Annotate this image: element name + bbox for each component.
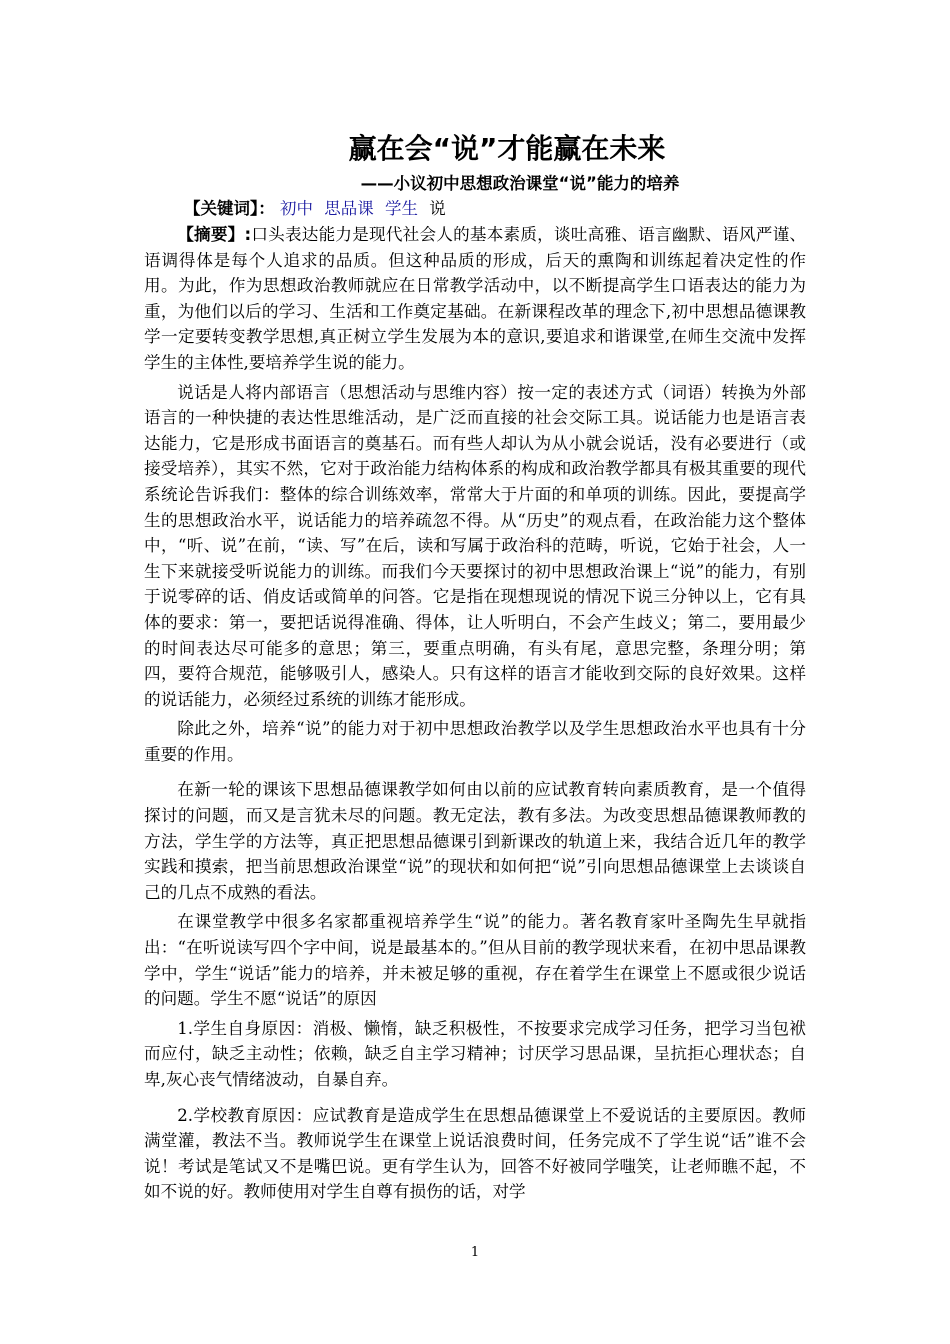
body-paragraph: 在新一轮的课该下思想品德课教学如何由以前的应试教育转向素质教育，是一个值得探讨的问题，而又是言犹未尽的问题。教无定法，教有多法。为改变思想品德课教师教的方法，学生学的方法等，真正把思想品德课引到新课改的轨道上来，我结合近几年的教学实践和摸索，把当前思想政治课堂“说”的现状和如何把“说”引向思想品德课堂上去谈谈自己的几点不成熟的看法。: [144, 780, 806, 902]
document-title: 赢在会“说”才能赢在未来: [348, 132, 666, 165]
abstract-text: 口头表达能力是现代社会人的基本素质，谈吐高雅、语言幽默、语风严谨、语调得体是每个人追求的品质。但这种品质的形成，后天的熏陶和训练起着决定性的作用。为此，作为思想政治教师就应在日常教学活动中，以不断提高学生口语表达的能力为重，为他们以后的学习、生活和工作奠定基础。在新课程改革的理念下,初中思想品德课教学一定要转变教学思想,真正树立学生发展为本的意识,要追求和谐课堂,在师生交流中发挥学生的主体性,要培养学生说的能力。: [144, 225, 807, 372]
keyword: 思品课: [324, 199, 374, 218]
keyword: 说: [429, 199, 446, 218]
body-paragraph: 说话是人将内部语言（思想活动与思维内容）按一定的表述方式（词语）转换为外部语言的一种快捷的表达性思维活动，是广泛而直接的社会交际工具。说话能力也是语言表达能力，它是形成书面语言的奠基石。而有些人却认为从小就会说话，没有必要进行（或接受培养），其实不然，它对于政治能力结构体系的构成和政治教学都具有极其重要的现代系统论告诉我们：整体的综合训练效率，常常大于片面的和单项的训练。因此，要提高学生的思想政治水平，说话能力的培养疏忽不得。从“历史”的观点看，在政治能力这个整体中，“听、说”在前，“读、写”在后，读和写属于政治科的范畴，听说，它始于社会，人一生下来就接受听说能力的训练。而我们今天要探讨的初中思想政治课上“说”的能力，有别于说零碎的话、俏皮话或简单的问答。它是指在现想现说的情况下说三分钟以上，它有具体的要求：第一，要把话说得准确、得体，让人听明白，不会产生歧义；第二，要用最少的时间表达尽可能多的意思；第三，要重点明确，有头有尾，意思完整，条理分明；第四，要符合规范，能够吸引人，感染人。只有这样的语言才能收到交际的良好效果。这样的说话能力，必须经过系统的训练才能形成。: [144, 382, 806, 709]
abstract-paragraph: [144, 222, 806, 376]
document-subtitle: ——小议初中思想政治课堂“说”能力的培养: [360, 174, 680, 193]
keyword: 初中: [280, 199, 313, 218]
keyword: 学生: [385, 199, 418, 218]
keywords-label: 【关键词】：: [184, 199, 275, 218]
body-paragraph: 除此之外，培养“说”的能力对于初中思想政治教学以及学生思想政治水平也具有十分重要的作用。: [144, 719, 806, 764]
keywords-line: [184, 196, 806, 222]
body-paragraph: 在课堂教学中很多名家都重视培养学生“说”的能力。著名教育家叶圣陶先生早就指出：“在听说读写四个字中间，说是最基本的。”但从目前的教学现状来看，在初中思品课教学中，学生“说话”能力的培养，并未被足够的重视，存在着学生在课堂上不愿或很少说话的问题。学生不愿“说话”的原因: [144, 912, 806, 1009]
abstract-label: 【摘要】:: [177, 225, 252, 244]
body-paragraph: 1.学生自身原因：消极、懒惰，缺乏积极性，不按要求完成学习任务，把学习当包袱而应付，缺乏主动性；依赖，缺乏自主学习精神；讨厌学习思品课，呈抗拒心理状态；自卑,灰心丧气情绪波动，自暴自弃。: [144, 1018, 806, 1089]
document-body: [144, 128, 806, 1205]
page-number: 1: [470, 1245, 480, 1260]
body-paragraph: 2.学校教育原因：应试教育是造成学生在思想品德课堂上不爱说话的主要原因。教师满堂灌，教法不当。教师说学生在课堂上说话浪费时间，任务完成不了学生说“话”谁不会说！考试是笔试又不是嘴巴说。更有学生认为，回答不好被同学嗤笑，让老师瞧不起，不如不说的好。教师使用对学生自尊有损伤的话，对学: [144, 1105, 806, 1202]
